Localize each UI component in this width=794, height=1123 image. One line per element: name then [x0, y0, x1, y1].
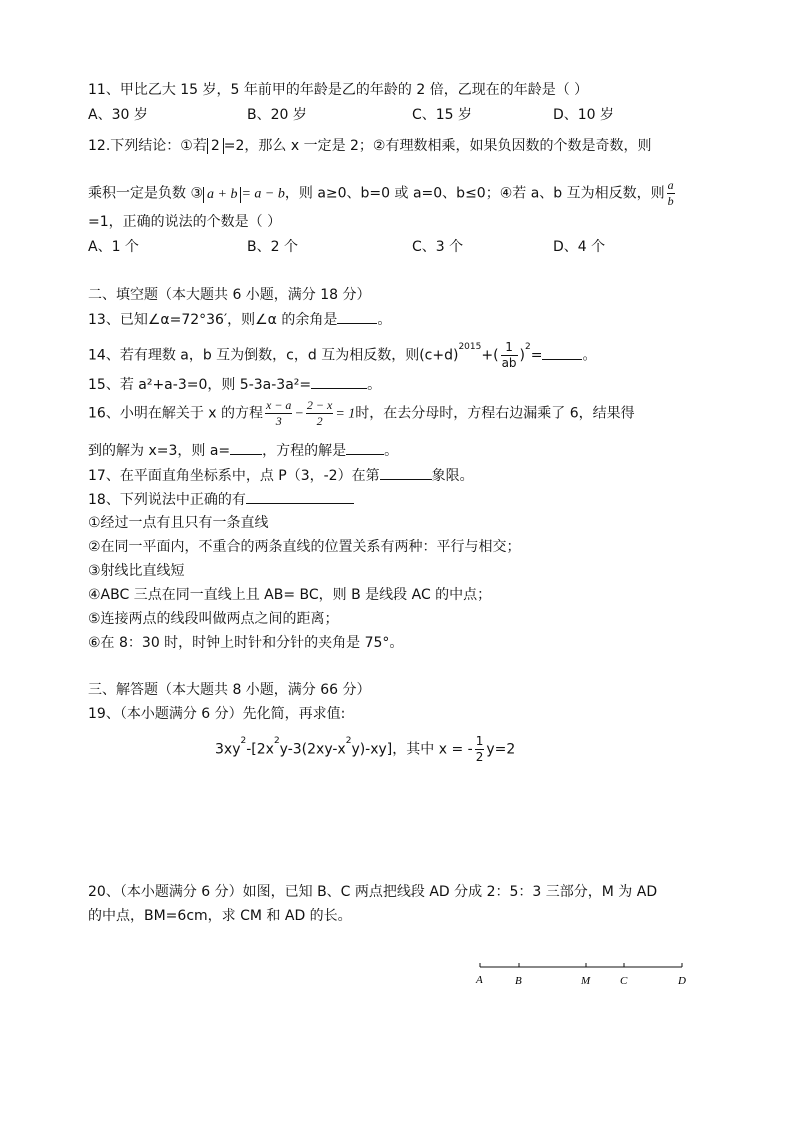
q19-fraction	[475, 734, 485, 765]
q11-option-d: D、10 岁	[553, 107, 615, 123]
q19-expression	[215, 734, 515, 765]
q11-option-c: C、15 岁	[412, 107, 473, 123]
q11-stem: 11、甲比乙大 15 岁，5 年前甲的年龄是乙的年龄的 2 倍，乙现在的年龄是（ ）	[88, 82, 589, 98]
q12-option-a: A、1 个	[88, 239, 139, 255]
q18-item-2: ②在同一平面内，不重合的两条直线的位置关系有两种：平行与相交；	[88, 539, 521, 555]
q12-option-c: C、3 个	[412, 239, 464, 255]
segment-diagram	[470, 956, 700, 992]
q19-expr-part-5: y=2	[486, 741, 516, 758]
q19-exp-2: 2	[273, 736, 280, 746]
q13	[88, 309, 391, 330]
label-c: C	[620, 975, 628, 987]
q17	[88, 465, 474, 486]
q18-item-6: ⑥在 8：30 时，时钟上时针和分针的夹角是 75°。	[88, 635, 404, 651]
q12-line-1-text-a: 12.下列结论：①若	[88, 138, 207, 154]
q12-line-3: =1，正确的说法的个数是（ ）	[88, 214, 282, 230]
q14-frac-num: 1	[501, 340, 518, 356]
q12-frac-den: b	[667, 194, 674, 208]
q12-line-2-text-a: 乘积一定是负数 ③	[88, 185, 204, 202]
q12-abs-value: 2	[207, 138, 224, 154]
q12-option-d: D、4 个	[553, 239, 606, 255]
q17-text-b: 象限。	[431, 468, 474, 484]
q12-option-b: B、2 个	[247, 239, 298, 255]
q14-text-d: =	[530, 347, 543, 364]
q16-minus: −	[294, 406, 304, 422]
q16-f1-den: 3	[275, 414, 282, 428]
q15	[88, 374, 381, 395]
q16-text-c: 到的解为 x=3，则 a=	[88, 443, 231, 459]
q14-text-a: 14、若有理数 a，b 互为倒数，c，d 互为相反数，则(c+d)	[88, 347, 459, 364]
q13-text-b: 。	[377, 312, 392, 328]
q12-line-1-text-b: =2，那么 x 一定是 2；②有理数相乘，如果负因数的个数是奇数，则	[223, 138, 652, 154]
q12-fraction-a-over-b	[667, 178, 675, 209]
q13-text-a: 13、已知∠α=72°36′，则∠α 的余角是	[88, 312, 338, 328]
q19-expr-part-4: y)-xy]，其中 x = -	[351, 741, 473, 758]
q14-exponent: 2015	[458, 342, 482, 352]
q11-option-a: A、30 岁	[88, 107, 148, 123]
q17-answer-blank[interactable]	[380, 465, 432, 480]
q18-item-1: ①经过一点有且只有一条直线	[88, 515, 269, 531]
q14-answer-blank[interactable]	[542, 345, 582, 360]
label-b: B	[515, 975, 522, 987]
q19-expr-part-3: y-3(2xy-x	[279, 741, 346, 758]
q12-line-2	[88, 178, 677, 209]
q14-exponent-2: 2	[525, 342, 531, 352]
q14-frac-den: ab	[501, 356, 517, 370]
q19-expr-part-2: -[2x	[246, 741, 274, 758]
section-3-heading: 三、解答题（本大题共 8 小题，满分 66 分）	[88, 682, 371, 698]
q19-frac-num: 1	[475, 734, 484, 748]
q20-line-2: 的中点，BM=6cm，求 CM 和 AD 的长。	[88, 908, 352, 924]
q16-fraction-1	[265, 398, 292, 429]
q12-abs-a-plus-b: a + b	[203, 187, 241, 203]
q16-text-a: 16、小明在解关于 x 的方程	[88, 405, 263, 422]
q11-option-b: B、20 岁	[247, 107, 307, 123]
q16-text-d: ，方程的解是	[262, 443, 347, 459]
label-a: A	[476, 974, 483, 986]
label-m: M	[581, 975, 591, 987]
q12-line-2-text-b: ，则 a≥0、b=0 或 a=0、b≤0；④若 a、b 互为相反数，则	[284, 185, 665, 202]
q18-stem	[88, 489, 354, 510]
q16-line-1	[88, 398, 635, 429]
q16-text-b: 时，在去分母时，方程右边漏乘了 6，结果得	[355, 405, 635, 422]
q16-answer-blank-a[interactable]	[230, 440, 262, 455]
q16-line-2	[88, 440, 398, 461]
q16-text-e: 。	[384, 443, 399, 459]
q19-exp-1: 2	[240, 736, 247, 746]
q18-item-4: ④ABC 三点在同一直线上且 AB= BC，则 B 是线段 AC 的中点；	[88, 587, 492, 603]
q14-fraction	[501, 340, 518, 371]
q16-f2-num: 2 − x	[306, 398, 333, 412]
q20-line-1: 20、（本小题满分 6 分）如图，已知 B、C 两点把线段 AD 分成 2：5：3 三部分，M 为 AD	[88, 884, 658, 900]
q12-frac-num: a	[667, 178, 674, 192]
q12-abs-rhs: = a − b	[241, 186, 285, 202]
q19-stem: 19、（本小题满分 6 分）先化简，再求值:	[88, 706, 346, 722]
q19-expr-part-1: 3xy	[215, 741, 241, 758]
q14-text-e: 。	[582, 347, 597, 364]
section-2-heading: 二、填空题（本大题共 6 小题，满分 18 分）	[88, 287, 371, 303]
q16-f2-den: 2	[316, 414, 323, 428]
q19-exp-3: 2	[345, 736, 352, 746]
q16-f1-num: x − a	[266, 398, 292, 412]
q18-answer-blank[interactable]	[246, 489, 354, 504]
q16-answer-blank-solution[interactable]	[346, 440, 384, 455]
q14-text-b: +(	[481, 347, 499, 364]
q15-answer-blank[interactable]	[311, 374, 367, 389]
q15-text-b: 。	[367, 377, 382, 393]
q19-frac-den: 2	[475, 750, 484, 764]
q15-text-a: 15、若 a²+a-3=0，则 5-3a-3a²=	[88, 377, 312, 393]
q16-equals: = 1	[335, 406, 356, 422]
q14	[88, 340, 596, 371]
q18-item-3: ③射线比直线短	[88, 563, 185, 579]
q14-text-c: )	[519, 347, 526, 364]
q16-fraction-2	[306, 398, 333, 429]
q12-line-1	[88, 136, 651, 156]
q18-stem-text: 18、下列说法中正确的有	[88, 492, 246, 508]
q17-text-a: 17、在平面直角坐标系中，点 P（3，-2）在第	[88, 468, 380, 484]
q13-answer-blank[interactable]	[337, 309, 377, 324]
label-d: D	[678, 975, 686, 987]
q18-item-5: ⑤连接两点的线段叫做两点之间的距离；	[88, 611, 339, 627]
